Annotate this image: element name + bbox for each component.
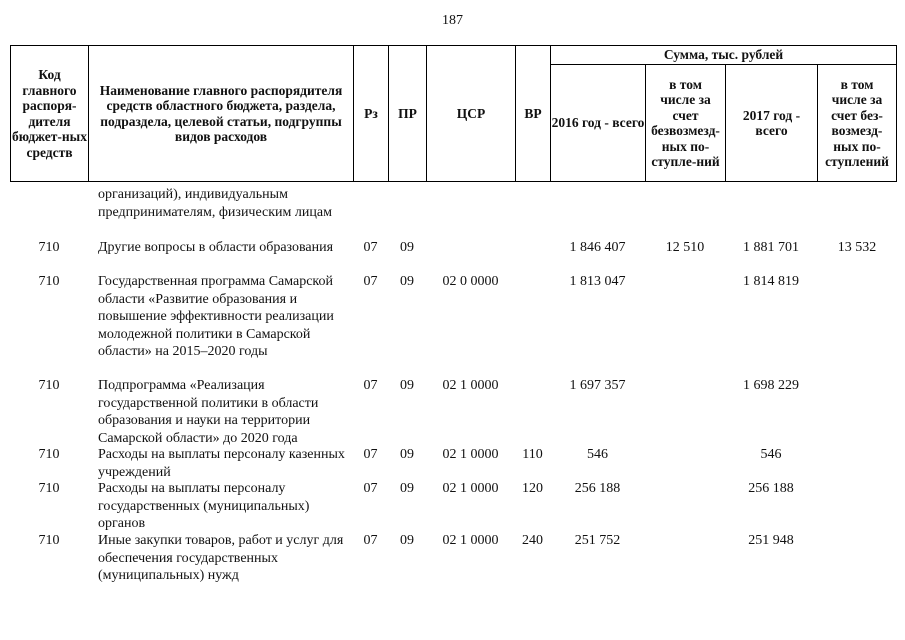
cell-name: Другие вопросы в области образования xyxy=(98,240,334,255)
table-header xyxy=(10,45,897,182)
cell-pr: 09 xyxy=(400,240,414,255)
header-sum: Сумма, тыс. рублей xyxy=(550,45,897,65)
cell-code: 710 xyxy=(38,447,60,462)
cell-code: 710 xyxy=(38,240,60,255)
cell-2016-total: 1 846 407 xyxy=(569,240,626,255)
cell-name: Государственная программа Самарской области «Развитие образования и повышение эффективности реализации молодежной политики в Самарской области» на 2015–2020 годы xyxy=(98,274,334,359)
cell-name: Иные закупки товаров, работ и услуг для обеспечения государственных (муниципальных) нужд xyxy=(98,533,344,583)
header-code: Код главного распоря-дителя бюджет-ных средств xyxy=(10,45,89,182)
header-name: Наименование главного распорядителя средств областного бюджета, раздела, подраздела, целевой статьи, подгруппы видов расходов xyxy=(88,45,354,182)
cell-pr: 09 xyxy=(400,481,414,496)
cell-2017-total: 1 881 701 xyxy=(743,240,799,255)
cell-code: 710 xyxy=(38,378,60,393)
cell-code: 710 xyxy=(38,481,60,496)
cell-2016-total: 1 697 357 xyxy=(569,378,626,393)
cell-rz: 07 xyxy=(363,378,378,393)
cell-name: Расходы на выплаты персоналу государственных (муниципальных) органов xyxy=(98,481,310,531)
cell-csr: 02 1 0000 xyxy=(442,378,499,393)
cell-rz: 07 xyxy=(363,274,378,289)
cell-2016-total: 251 752 xyxy=(574,533,621,548)
cell-pr: 09 xyxy=(400,447,414,462)
cell-pr: 09 xyxy=(400,378,414,393)
cell-2017-total: 1 814 819 xyxy=(743,274,799,289)
cell-csr: 02 0 0000 xyxy=(442,274,499,289)
cell-csr: 02 1 0000 xyxy=(442,447,499,462)
header-pr: ПР xyxy=(388,45,427,182)
cell-pr: 09 xyxy=(400,533,414,548)
cell-rz: 07 xyxy=(363,533,378,548)
cell-code: 710 xyxy=(38,274,60,289)
cell-code: 710 xyxy=(38,533,60,548)
cell-pr: 09 xyxy=(400,274,414,289)
header-rz: Рз xyxy=(353,45,389,182)
cell-2016-grants: 12 510 xyxy=(665,240,705,255)
cell-2017-total: 256 188 xyxy=(748,481,794,496)
header-vr: ВР xyxy=(515,45,551,182)
header-2017-total: 2017 год - всего xyxy=(725,64,818,182)
cell-csr: 02 1 0000 xyxy=(442,533,499,548)
cell-2017-total: 251 948 xyxy=(748,533,794,548)
cell-name: Расходы на выплаты персоналу казенных учреждений xyxy=(98,447,345,480)
cell-rz: 07 xyxy=(363,481,378,496)
cell-vr: 240 xyxy=(522,533,543,548)
header-2016-grants: в том числе за счет безвозмезд-ных по-ступле-ний xyxy=(645,64,726,182)
cell-2017-total: 1 698 229 xyxy=(743,378,799,393)
cell-2016-total: 1 813 047 xyxy=(569,274,626,289)
cell-2017-total: 546 xyxy=(760,447,782,462)
cell-2016-total: 256 188 xyxy=(574,481,621,496)
cell-name: организаций), индивидуальным предпринимателям, физическим лицам xyxy=(98,187,332,220)
cell-2017-grants: 13 532 xyxy=(837,240,877,255)
cell-rz: 07 xyxy=(363,240,378,255)
cell-csr: 02 1 0000 xyxy=(442,481,499,496)
cell-2016-total: 546 xyxy=(587,447,608,462)
page-number: 187 xyxy=(442,13,463,28)
header-2016-total: 2016 год - всего xyxy=(550,64,646,182)
cell-vr: 120 xyxy=(522,481,543,496)
cell-rz: 07 xyxy=(363,447,378,462)
cell-name: Подпрограмма «Реализация государственной политики в области образования и науки на территории Самарской области» до 2020 года xyxy=(98,378,319,446)
header-2017-grants: в том числе за счет без-возмезд-ных по-ступлений xyxy=(817,64,897,182)
cell-vr: 110 xyxy=(522,447,543,462)
header-csr: ЦСР xyxy=(426,45,516,182)
